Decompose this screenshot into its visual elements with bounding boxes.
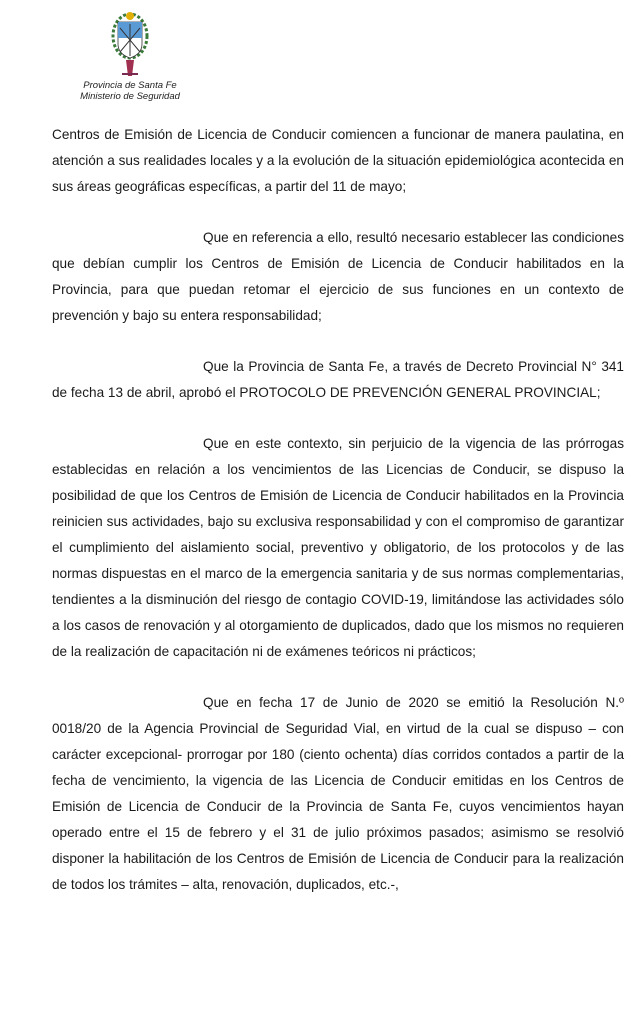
ministry-name: Ministerio de Seguridad	[80, 91, 180, 102]
province-name: Provincia de Santa Fe	[83, 80, 177, 91]
paragraph: Que en este contexto, sin perjuicio de la vigencia de las prórrogas establecidas en relación a los vencimientos de las Licencias de Conducir, se dispuso la posibilidad de que los Centros de Emisión de Licencia de Conducir habilitados en la Provincia reinicien sus actividades, bajo su exclusiva responsabilidad y con el compromiso de garantizar el cumplimiento del aislamiento social, preventivo y obligatorio, de los protocolos y de las normas dispuestas en el marco de la emergencia sanitaria y de sus normas complementarias, tendientes a la disminución del riesgo de contagio COVID-19, limitándose las actividades sólo a los casos de renovación y al otorgamiento de duplicados, dado que los mismos no requieren de la realización de capacitación ni de exámenes teóricos ni prácticos;	[52, 436, 624, 659]
paragraph: Centros de Emisión de Licencia de Conducir comiencen a funcionar de manera paulatina, en atención a sus realidades locales y a la evolución de la situación epidemiológica acontecida en sus áreas geográficas específicas, a partir del 11 de mayo;	[52, 127, 624, 194]
provincial-seal-icon	[110, 8, 150, 80]
paragraph: Que la Provincia de Santa Fe, a través de Decreto Provincial N° 341 de fecha 13 de abril, aprobó el PROTOCOLO DE PREVENCIÓN GENERAL PROVINCIAL;	[52, 359, 624, 400]
paragraph: Que en fecha 17 de Junio de 2020 se emitió la Resolución N.º 0018/20 de la Agencia Provincial de Seguridad Vial, en virtud de la cual se dispuso – con carácter excepcional- prorrogar por 180 (ciento ochenta) días corridos contados a partir de la fecha de vencimiento, la vigencia de las Licencia de Conducir emitidas en los Centros de Emisión de Licencia de Conducir de la Provincia de Santa Fe, cuyos vencimientos hayan operado entre el 15 de febrero y el 31 de julio próximos pasados; asimismo se resolvió disponer la habilitación de los Centros de Emisión de Licencia de Conducir para la realización de todos los trámites – alta, renovación, duplicados, etc.-,	[52, 695, 624, 892]
document-body	[52, 122, 624, 923]
paragraph: Que en referencia a ello, resultó necesario establecer las condiciones que debían cumplir los Centros de Emisión de Licencia de Conducir habilitados en la Provincia, para que puedan retomar el ejercicio de sus funciones en un contexto de prevención y bajo su entera responsabilidad;	[52, 230, 624, 323]
letterhead	[60, 8, 200, 102]
